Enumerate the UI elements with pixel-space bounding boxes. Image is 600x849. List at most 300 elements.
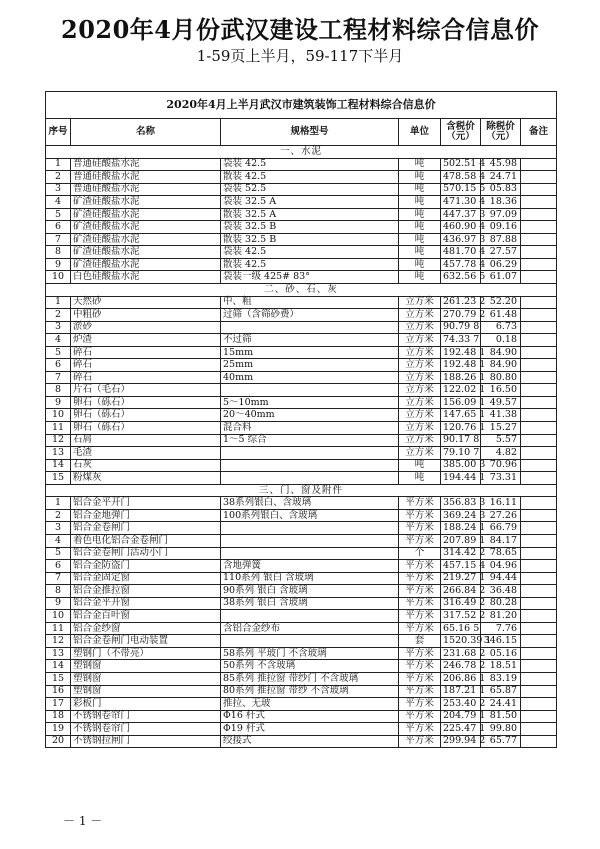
remark (521, 635, 557, 648)
unit: 平方米 (399, 698, 441, 711)
table-row (46, 346, 557, 359)
material-name: 铝合金固定窗 (71, 572, 221, 585)
table-row (46, 610, 557, 623)
remark (521, 622, 557, 635)
price-with-tax: 187.21 1 (441, 685, 481, 698)
material-name: 白色硅酸盐水泥 (71, 271, 221, 284)
table-row (46, 208, 557, 221)
spec-model: 20～40mm (221, 409, 399, 422)
row-number: 6 (46, 560, 71, 573)
price-without-tax: 99.80 (481, 723, 521, 736)
row-number: 6 (46, 359, 71, 372)
unit: 立方米 (399, 384, 441, 397)
table-row (46, 434, 557, 447)
material-name: 石灰 (71, 459, 221, 472)
price-without-tax: 61.07 (481, 271, 521, 284)
spec-model: 110系列 银白 含玻璃 (221, 572, 399, 585)
spec-model: 散装 32.5 A (221, 208, 399, 221)
price-with-tax: 192.48 1 (441, 359, 481, 372)
unit: 平方米 (399, 622, 441, 635)
remark (521, 647, 557, 660)
section-title: 一、水泥 (46, 146, 557, 159)
material-name: 铝合金平开门 (71, 497, 221, 510)
row-number: 4 (46, 534, 71, 547)
remark (521, 585, 557, 598)
unit: 立方米 (399, 371, 441, 384)
price-with-tax: 316.49 2 (441, 597, 481, 610)
row-number: 17 (46, 698, 71, 711)
row-number: 3 (46, 321, 71, 334)
remark (521, 309, 557, 322)
remark (521, 509, 557, 522)
unit: 平方米 (399, 672, 441, 685)
price-table (45, 91, 557, 748)
material-name: 炉渣 (71, 334, 221, 347)
price-with-tax: 632.56 5 (441, 271, 481, 284)
price-with-tax: 206.86 1 (441, 672, 481, 685)
price-without-tax: 24.71 (481, 171, 521, 184)
table-row (46, 321, 557, 334)
unit: 平方米 (399, 735, 441, 748)
table-row (46, 622, 557, 635)
price-with-tax: 225.47 1 (441, 723, 481, 736)
table-row (46, 359, 557, 372)
spec-model: 不过筛 (221, 334, 399, 347)
column-header: 序号 (46, 119, 71, 146)
price-with-tax: 460.90 4 (441, 221, 481, 234)
spec-model: 58系列 平玻门 不含玻璃 (221, 647, 399, 660)
table-row (46, 585, 557, 598)
price-without-tax: 24.41 (481, 698, 521, 711)
price-without-tax: 65.87 (481, 685, 521, 698)
unit: 吨 (399, 472, 441, 485)
price-without-tax: 87.88 (481, 233, 521, 246)
material-name: 铝合金防盗门 (71, 560, 221, 573)
price-with-tax: 253.40 2 (441, 698, 481, 711)
remark (521, 258, 557, 271)
price-with-tax: 1520.39 1 (441, 635, 481, 648)
price-without-tax: 4.82 (481, 447, 521, 460)
material-name: 卵石（砾石） (71, 422, 221, 435)
remark (521, 710, 557, 723)
price-with-tax: 317.52 2 (441, 610, 481, 623)
spec-model (221, 447, 399, 460)
unit: 平方米 (399, 685, 441, 698)
unit: 立方米 (399, 346, 441, 359)
price-with-tax: 188.26 1 (441, 371, 481, 384)
unit: 立方米 (399, 334, 441, 347)
material-name: 普通硅酸盐水泥 (71, 158, 221, 171)
remark (521, 422, 557, 435)
price-without-tax: 81.20 (481, 610, 521, 623)
price-without-tax: 52.20 (481, 296, 521, 309)
material-name: 塑钢窗 (71, 672, 221, 685)
price-with-tax: 90.79 8 (441, 321, 481, 334)
remark (521, 396, 557, 409)
spec-model: 推拉、无玻 (221, 698, 399, 711)
price-without-tax: 78.65 (481, 547, 521, 560)
remark (521, 572, 557, 585)
material-name: 普通硅酸盐水泥 (71, 183, 221, 196)
row-number: 4 (46, 196, 71, 209)
unit: 吨 (399, 196, 441, 209)
table-row (46, 647, 557, 660)
table-row (46, 221, 557, 234)
remark (521, 610, 557, 623)
spec-model: Φ19 杆式 (221, 723, 399, 736)
column-header: 备注 (521, 119, 557, 146)
row-number: 3 (46, 183, 71, 196)
price-with-tax: 65.16 5 (441, 622, 481, 635)
table-row (46, 660, 557, 673)
remark (521, 296, 557, 309)
material-name: 卵石（砾石） (71, 409, 221, 422)
price-with-tax: 204.79 1 (441, 710, 481, 723)
row-number: 19 (46, 723, 71, 736)
table-row (46, 497, 557, 510)
unit: 平方米 (399, 534, 441, 547)
price-without-tax: 27.57 (481, 246, 521, 259)
material-name: 天然砂 (71, 296, 221, 309)
material-name: 铝合金纱窗 (71, 622, 221, 635)
material-name: 铝合金平开窗 (71, 597, 221, 610)
table-row (46, 447, 557, 460)
price-without-tax: 18.36 (481, 196, 521, 209)
row-number: 10 (46, 409, 71, 422)
column-header: 单位 (399, 119, 441, 146)
table-row (46, 309, 557, 322)
price-with-tax: 147.65 1 (441, 409, 481, 422)
price-with-tax: 570.15 5 (441, 183, 481, 196)
row-number: 7 (46, 233, 71, 246)
table-row (46, 183, 557, 196)
unit: 平方米 (399, 660, 441, 673)
material-name: 塑钢门（不带亮） (71, 647, 221, 660)
column-header: 含税价（元） (441, 119, 481, 146)
remark (521, 409, 557, 422)
section-row (46, 484, 557, 497)
spec-model: 40mm (221, 371, 399, 384)
price-with-tax: 79.10 7 (441, 447, 481, 460)
price-without-tax: 04.96 (481, 560, 521, 573)
price-with-tax: 471.30 4 (441, 196, 481, 209)
material-name: 碎石 (71, 371, 221, 384)
price-without-tax: 84.90 (481, 346, 521, 359)
table-row (46, 735, 557, 748)
unit: 吨 (399, 171, 441, 184)
material-name: 彩板门 (71, 698, 221, 711)
section-title: 二、砂、石、灰 (46, 284, 557, 297)
row-number: 5 (46, 346, 71, 359)
price-without-tax: 16.50 (481, 384, 521, 397)
spec-model: 5～10mm (221, 396, 399, 409)
material-name: 矿渣硅酸盐水泥 (71, 221, 221, 234)
price-without-tax: 5.57 (481, 434, 521, 447)
unit: 立方米 (399, 409, 441, 422)
spec-model: 袋装 42.5 (221, 246, 399, 259)
unit: 立方米 (399, 447, 441, 460)
unit: 平方米 (399, 647, 441, 660)
price-without-tax: 7.76 (481, 622, 521, 635)
remark (521, 497, 557, 510)
price-without-tax: 05.83 (481, 183, 521, 196)
price-without-tax: 97.09 (481, 208, 521, 221)
row-number: 11 (46, 622, 71, 635)
table-row (46, 522, 557, 535)
material-name: 石屑 (71, 434, 221, 447)
remark (521, 208, 557, 221)
table-row (46, 572, 557, 585)
spec-model: 15mm (221, 346, 399, 359)
section-title: 三、门、窗及附件 (46, 484, 557, 497)
spec-model: 袋装 32.5 B (221, 221, 399, 234)
row-number: 12 (46, 434, 71, 447)
price-without-tax: 84.90 (481, 359, 521, 372)
remark (521, 183, 557, 196)
unit: 平方米 (399, 560, 441, 573)
unit: 平方米 (399, 597, 441, 610)
material-name: 淤砂 (71, 321, 221, 334)
price-without-tax: 84.17 (481, 534, 521, 547)
material-name: 碎石 (71, 346, 221, 359)
material-name: 不锈钢卷帘门 (71, 710, 221, 723)
row-number: 13 (46, 647, 71, 660)
row-number: 10 (46, 271, 71, 284)
price-with-tax: 447.37 3 (441, 208, 481, 221)
price-with-tax: 299.94 2 (441, 735, 481, 748)
row-number: 1 (46, 497, 71, 510)
price-with-tax: 156.09 1 (441, 396, 481, 409)
row-number: 9 (46, 396, 71, 409)
material-name: 着色电化铝合金卷闸门 (71, 534, 221, 547)
price-without-tax: 49.57 (481, 396, 521, 409)
material-name: 粉煤灰 (71, 472, 221, 485)
remark (521, 221, 557, 234)
spec-model: 含铝合金纱布 (221, 622, 399, 635)
price-with-tax: 481.70 4 (441, 246, 481, 259)
table-row (46, 158, 557, 171)
remark (521, 522, 557, 535)
price-without-tax: 94.44 (481, 572, 521, 585)
price-without-tax: 09.16 (481, 221, 521, 234)
table-row (46, 409, 557, 422)
material-name: 卵石（砾石） (71, 396, 221, 409)
material-name: 铝合金卷闸门电动装置 (71, 635, 221, 648)
row-number: 1 (46, 296, 71, 309)
spec-model: 80系列 推拉窗 带纱 不含玻璃 (221, 685, 399, 698)
remark (521, 534, 557, 547)
remark (521, 171, 557, 184)
unit: 套 (399, 635, 441, 648)
table-row (46, 547, 557, 560)
unit: 平方米 (399, 509, 441, 522)
price-without-tax: 05.16 (481, 647, 521, 660)
unit: 平方米 (399, 710, 441, 723)
material-name: 中粗砂 (71, 309, 221, 322)
price-with-tax: 385.00 3 (441, 459, 481, 472)
row-number: 15 (46, 472, 71, 485)
price-without-tax: 70.96 (481, 459, 521, 472)
unit: 平方米 (399, 522, 441, 535)
row-number: 4 (46, 334, 71, 347)
remark (521, 359, 557, 372)
price-without-tax: 346.15 (481, 635, 521, 648)
table-row (46, 196, 557, 209)
row-number: 2 (46, 171, 71, 184)
price-with-tax: 478.58 4 (441, 171, 481, 184)
row-number: 20 (46, 735, 71, 748)
remark (521, 597, 557, 610)
price-without-tax: 66.79 (481, 522, 521, 535)
table-row (46, 472, 557, 485)
row-number: 11 (46, 422, 71, 435)
remark (521, 321, 557, 334)
spec-model: 50系列 不含玻璃 (221, 660, 399, 673)
table-row (46, 396, 557, 409)
remark (521, 698, 557, 711)
price-without-tax: 0.18 (481, 334, 521, 347)
row-number: 10 (46, 610, 71, 623)
price-with-tax: 74.33 7 (441, 334, 481, 347)
spec-model: 1～5 综合 (221, 434, 399, 447)
spec-model: Φ16 杆式 (221, 710, 399, 723)
price-without-tax: 06.29 (481, 258, 521, 271)
row-number: 2 (46, 309, 71, 322)
remark (521, 547, 557, 560)
material-name: 不锈钢拉闸门 (71, 735, 221, 748)
table-row (46, 698, 557, 711)
material-name: 铝合金推拉窗 (71, 585, 221, 598)
spec-model (221, 321, 399, 334)
unit: 吨 (399, 258, 441, 271)
remark (521, 158, 557, 171)
unit: 吨 (399, 158, 441, 171)
price-without-tax: 81.50 (481, 710, 521, 723)
remark (521, 672, 557, 685)
table-row (46, 296, 557, 309)
price-without-tax: 83.19 (481, 672, 521, 685)
table-row (46, 271, 557, 284)
price-without-tax: 45.98 (481, 158, 521, 171)
remark (521, 384, 557, 397)
price-with-tax: 356.83 3 (441, 497, 481, 510)
price-with-tax: 261.23 2 (441, 296, 481, 309)
row-number: 9 (46, 258, 71, 271)
row-number: 8 (46, 384, 71, 397)
remark (521, 346, 557, 359)
price-with-tax: 457.78 4 (441, 258, 481, 271)
price-with-tax: 314.42 2 (441, 547, 481, 560)
unit: 平方米 (399, 497, 441, 510)
unit: 个 (399, 547, 441, 560)
unit: 平方米 (399, 610, 441, 623)
spec-model: 绞接式 (221, 735, 399, 748)
row-number: 8 (46, 246, 71, 259)
spec-model: 混合料 (221, 422, 399, 435)
spec-model (221, 635, 399, 648)
remark (521, 447, 557, 460)
price-with-tax: 231.68 2 (441, 647, 481, 660)
price-without-tax: 16.11 (481, 497, 521, 510)
price-without-tax: 18.51 (481, 660, 521, 673)
price-without-tax: 27.26 (481, 509, 521, 522)
remark (521, 196, 557, 209)
material-name: 矿渣硅酸盐水泥 (71, 246, 221, 259)
remark (521, 434, 557, 447)
row-number: 7 (46, 371, 71, 384)
row-number: 18 (46, 710, 71, 723)
remark (521, 233, 557, 246)
price-without-tax: 41.38 (481, 409, 521, 422)
material-name: 普通硅酸盐水泥 (71, 171, 221, 184)
unit: 立方米 (399, 321, 441, 334)
spec-model (221, 547, 399, 560)
row-number: 9 (46, 597, 71, 610)
spec-model: 25mm (221, 359, 399, 372)
price-with-tax: 502.51 4 (441, 158, 481, 171)
row-number: 14 (46, 459, 71, 472)
material-name: 铝合金百叶窗 (71, 610, 221, 623)
remark (521, 660, 557, 673)
table-row (46, 422, 557, 435)
material-name: 矿渣硅酸盐水泥 (71, 196, 221, 209)
table-row (46, 233, 557, 246)
table-row (46, 534, 557, 547)
spec-model (221, 610, 399, 623)
material-name: 碎石 (71, 359, 221, 372)
material-name: 矿渣硅酸盐水泥 (71, 258, 221, 271)
spec-model: 散装 42.5 (221, 258, 399, 271)
unit: 立方米 (399, 422, 441, 435)
unit: 立方米 (399, 296, 441, 309)
table-row (46, 635, 557, 648)
spec-model: 100系列银白、含玻璃 (221, 509, 399, 522)
material-name: 矿渣硅酸盐水泥 (71, 208, 221, 221)
row-number: 6 (46, 221, 71, 234)
unit: 立方米 (399, 309, 441, 322)
unit: 吨 (399, 459, 441, 472)
spec-model: 袋装 42.5 (221, 158, 399, 171)
spec-model: 38系列 银白 含玻璃 (221, 597, 399, 610)
table-row (46, 246, 557, 259)
row-number: 14 (46, 660, 71, 673)
table-row (46, 597, 557, 610)
spec-model: 袋装 32.5 A (221, 196, 399, 209)
price-with-tax: 90.17 8 (441, 434, 481, 447)
price-with-tax: 120.76 1 (441, 422, 481, 435)
material-name: 片石（毛石） (71, 384, 221, 397)
remark (521, 735, 557, 748)
price-without-tax: 73.31 (481, 472, 521, 485)
row-number: 16 (46, 685, 71, 698)
spec-model: 90系列 银白 含玻璃 (221, 585, 399, 598)
unit: 平方米 (399, 723, 441, 736)
material-name: 毛渣 (71, 447, 221, 460)
remark (521, 685, 557, 698)
row-number: 15 (46, 672, 71, 685)
table-header-row (46, 119, 557, 146)
price-with-tax: 192.48 1 (441, 346, 481, 359)
price-without-tax: 65.77 (481, 735, 521, 748)
table-row (46, 672, 557, 685)
row-number: 5 (46, 208, 71, 221)
column-header: 除税价（元） (481, 119, 521, 146)
spec-model: 袋装 52.5 (221, 183, 399, 196)
spec-model: 袋装一级 425# 83° (221, 271, 399, 284)
table-row (46, 171, 557, 184)
price-without-tax: 80.28 (481, 597, 521, 610)
unit: 立方米 (399, 396, 441, 409)
